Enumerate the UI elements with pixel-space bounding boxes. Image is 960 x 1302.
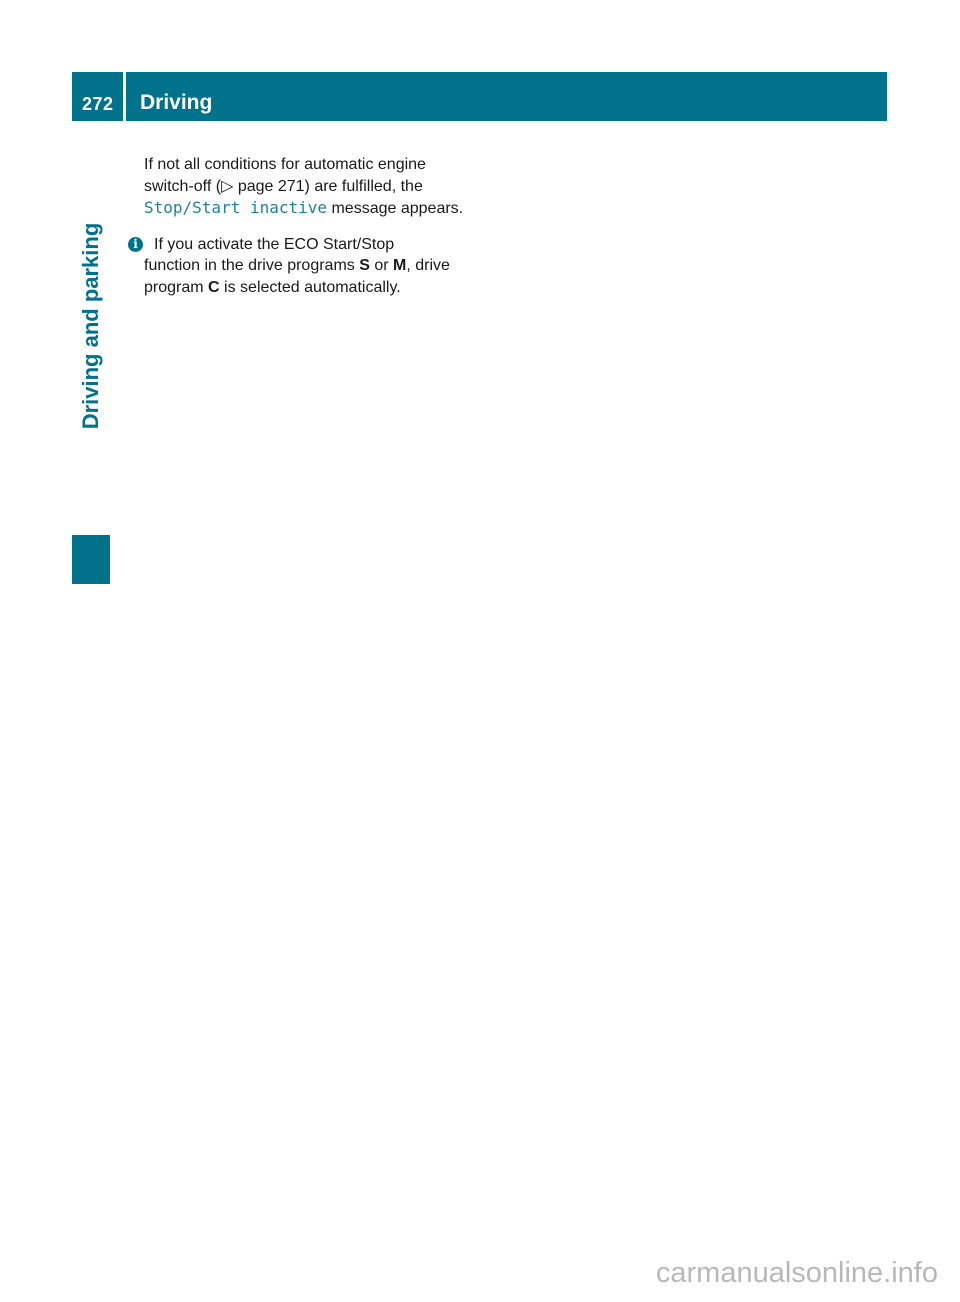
- text-line: program: [144, 278, 209, 296]
- page-content: [133, 154, 474, 298]
- page-reference-text[interactable]: page 271) are fulfilled, the: [233, 177, 423, 195]
- paragraph-conditions: [144, 154, 474, 220]
- page-number: 272: [82, 94, 114, 114]
- text-fragment: is selected automatically.: [219, 278, 401, 296]
- side-tab-marker: [72, 535, 110, 584]
- text-line: If you activate the ECO Start/Stop: [154, 235, 395, 253]
- info-text: [144, 234, 474, 299]
- watermark: carmanualsonline.info: [655, 1257, 938, 1289]
- text-fragment: or: [369, 257, 394, 274]
- drive-program-s: S: [359, 257, 370, 274]
- chapter-label: Driving and parking: [78, 222, 103, 430]
- text-line: function in the drive programs: [144, 257, 360, 274]
- page-reference-arrow-icon: ▷: [221, 177, 234, 195]
- display-message-code: Stop/Start inactive: [144, 198, 328, 217]
- info-note: [133, 234, 474, 299]
- side-tab: [72, 122, 110, 530]
- drive-program-c: C: [208, 278, 220, 296]
- info-icon: i: [128, 237, 143, 252]
- header-bar: [72, 72, 887, 121]
- text-line: message appears.: [327, 200, 464, 217]
- drive-program-m: M: [393, 257, 407, 274]
- text-line: If not all conditions for automatic engine: [144, 156, 426, 173]
- text-fragment: , drive: [406, 257, 450, 274]
- page-number-box: [72, 72, 126, 121]
- text-line: switch-off (: [144, 177, 222, 195]
- section-title: Driving: [140, 91, 213, 114]
